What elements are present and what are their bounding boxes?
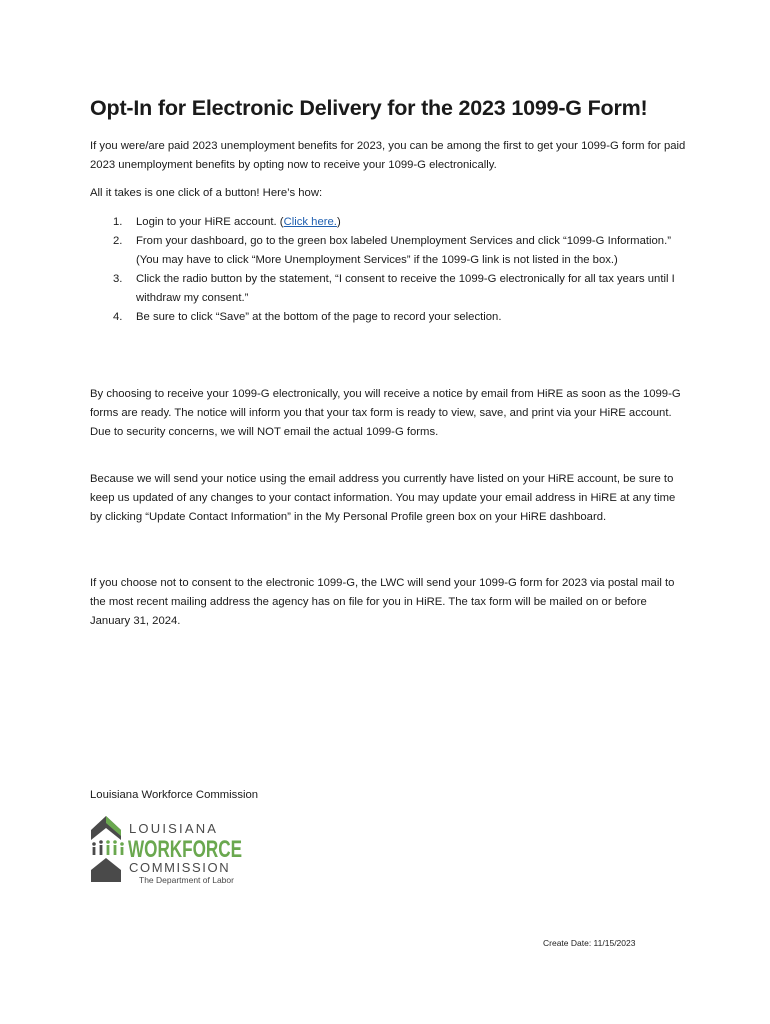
list-item	[90, 270, 690, 308]
email-paragraph: Because we will send your notice using the email address you currently have listed on your HiRE account, be sure to keep us updated of any changes to your contact information. You may update your email address in HiRE at any time by clicking “Update Contact Information” in the My Personal Profile green box on your HiRE dashboard.	[90, 473, 676, 523]
step-text: From your dashboard, go to the green box labeled Unemployment Services and click “1099-G Information.” (You may have to click “More Unemployment Services” if the 1099-G link is not listed in the box.)	[136, 235, 671, 266]
organization-name: Louisiana Workforce Commission	[90, 789, 259, 801]
lwc-logo	[89, 814, 259, 886]
create-date: Create Date: 11/15/2023	[543, 938, 636, 948]
step-number: 3.	[113, 273, 123, 285]
step-text: Login to your HiRE account. (	[136, 216, 284, 228]
step-number: 1.	[113, 216, 123, 228]
notice-paragraph: By choosing to receive your 1099-G electronically, you will receive a notice by email from HiRE as soon as the 1099-G forms are ready. The notice will inform you that your tax form is ready to view, save, and print via your HiRE account. Due to security concerns, we will NOT email the actual 1099-G forms.	[90, 388, 681, 438]
logo-line-commission: COMMISSION	[129, 860, 231, 875]
no-consent-paragraph: If you choose not to consent to the electronic 1099-G, the LWC will send your 1099-G form for 2023 via postal mail to the most recent mailing address the agency has on file for you in HiRE. The tax form will be mailed on or before January 31, 2024.	[90, 577, 675, 627]
step-number: 2.	[113, 235, 123, 247]
step-text: Be sure to click “Save” at the bottom of the page to record your selection.	[136, 311, 502, 323]
click-here-link[interactable]: Click here.	[283, 216, 337, 228]
list-item	[90, 232, 690, 270]
step-number: 4.	[113, 311, 123, 323]
page-title: Opt-In for Electronic Delivery for the 2023 1099-G Form!	[90, 96, 648, 120]
house-icon	[91, 816, 124, 882]
logo-line-workforce: WORKFORCE	[128, 836, 242, 863]
step-text: Click the radio button by the statement, “I consent to receive the 1099-G electronically for all tax years until I withdraw my consent.”	[136, 273, 675, 304]
steps-list	[90, 213, 690, 327]
logo-line-louisiana: LOUISIANA	[129, 821, 219, 836]
logo-line-tagline: The Department of Labor	[139, 875, 234, 885]
step-text-end: )	[336, 216, 341, 228]
list-item	[90, 308, 690, 327]
intro-paragraph: If you were/are paid 2023 unemployment benefits for 2023, you can be among the first to get your 1099-G form for paid 2023 unemployment benefits by opting now to receive your 1099-G electronically.	[90, 140, 686, 171]
list-item	[90, 213, 690, 232]
how-to-intro: All it takes is one click of a button! Here’s how:	[90, 187, 323, 199]
